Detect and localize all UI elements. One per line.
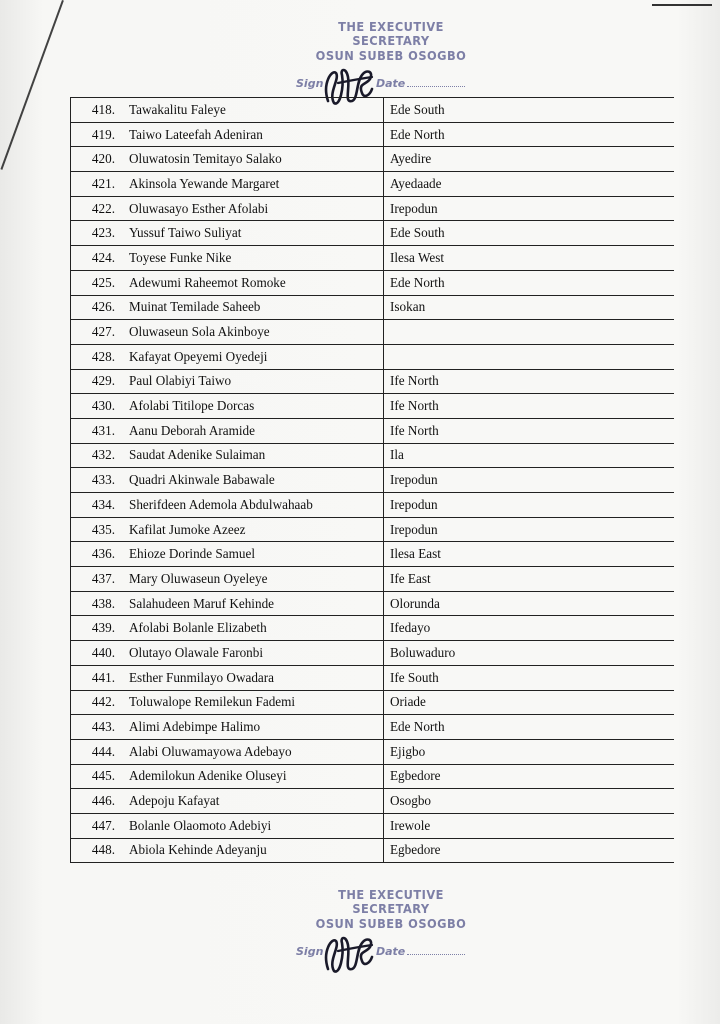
local-government: Ede North [384,122,675,147]
local-government: Ede South [384,98,675,123]
stamp-subtitle: OSUN SUBEB OSOGBO [315,917,467,931]
staff-name: Alabi Oluwamayowa Adebayo [121,739,384,764]
staff-name: Paul Olabiyi Taiwo [121,369,384,394]
local-government: Ife North [384,394,675,419]
staff-name: Adewumi Raheemot Romoke [121,270,384,295]
local-government: Irepodun [384,517,675,542]
local-government: Ede North [384,270,675,295]
table-row [71,369,675,394]
row-number: 442. [71,690,122,715]
local-government: Ayedire [384,147,675,172]
staff-name: Toluwalope Remilekun Fademi [121,690,384,715]
staff-name: Taiwo Lateefah Adeniran [121,122,384,147]
staff-name: Akinsola Yewande Margaret [121,172,384,197]
row-number: 429. [71,369,122,394]
local-government: Egbedore [384,838,675,863]
stamp-title: THE EXECUTIVE SECRETARY [338,20,444,48]
local-government: Ayedaade [384,172,675,197]
local-government: Ede North [384,715,675,740]
stamp-date-label: Date [376,945,406,958]
local-government: Egbedore [384,764,675,789]
local-government: Ife North [384,418,675,443]
local-government: Ifedayo [384,616,675,641]
table-row [71,591,675,616]
staff-name: Afolabi Titilope Dorcas [121,394,384,419]
table-row [71,567,675,592]
staff-name: Quadri Akinwale Babawale [121,468,384,493]
staff-name: Aanu Deborah Aramide [121,418,384,443]
row-number: 447. [71,813,122,838]
table-row [71,493,675,518]
table-row [71,196,675,221]
row-number: 420. [71,147,122,172]
table-row [71,320,675,345]
row-number: 438. [71,591,122,616]
table-row [71,690,675,715]
table-row [71,221,675,246]
local-government: Ilesa West [384,246,675,271]
row-number: 436. [71,542,122,567]
local-government: Ede South [384,221,675,246]
table-row [71,838,675,863]
row-number: 432. [71,443,122,468]
staff-name: Kafayat Opeyemi Oyedeji [121,344,384,369]
row-number: 446. [71,789,122,814]
staff-name: Bolanle Olaomoto Adebiyi [121,813,384,838]
staff-name: Adepoju Kafayat [121,789,384,814]
local-government: Ife East [384,567,675,592]
table-row [71,98,675,123]
table-row [71,270,675,295]
table-row [71,641,675,666]
stamp-title: THE EXECUTIVE SECRETARY [338,888,444,916]
local-government: Ife South [384,665,675,690]
table-row [71,344,675,369]
row-number: 441. [71,665,122,690]
local-government: Ilesa East [384,542,675,567]
row-number: 431. [71,418,122,443]
table-row [71,542,675,567]
staff-list-table [70,97,674,863]
local-government [384,344,675,369]
local-government: Ejigbo [384,739,675,764]
row-number: 433. [71,468,122,493]
row-number: 434. [71,493,122,518]
row-number: 443. [71,715,122,740]
row-number: 418. [71,98,122,123]
table-row [71,468,675,493]
staff-name: Toyese Funke Nike [121,246,384,271]
staff-name: Yussuf Taiwo Suliyat [121,221,384,246]
staff-name: Ehioze Dorinde Samuel [121,542,384,567]
official-stamp-bottom [296,888,486,961]
staff-name: Mary Oluwaseun Oyeleye [121,567,384,592]
row-number: 427. [71,320,122,345]
paper-edge-line [0,0,63,170]
stamp-date-field [376,945,465,958]
table-row [71,418,675,443]
staff-name: Esther Funmilayo Owadara [121,665,384,690]
table-row [71,122,675,147]
staff-name: Ademilokun Adenike Oluseyi [121,764,384,789]
row-number: 421. [71,172,122,197]
stamp-subtitle: OSUN SUBEB OSOGBO [315,49,467,63]
local-government: Olorunda [384,591,675,616]
local-government: Irepodun [384,468,675,493]
row-number: 426. [71,295,122,320]
row-number: 425. [71,270,122,295]
staff-name: Oluwasayo Esther Afolabi [121,196,384,221]
staff-name: Alimi Adebimpe Halimo [121,715,384,740]
local-government: Irepodun [384,493,675,518]
table-row [71,764,675,789]
staff-name: Tawakalitu Faleye [121,98,384,123]
local-government: Boluwaduro [384,641,675,666]
row-number: 439. [71,616,122,641]
row-number: 440. [71,641,122,666]
staff-name: Abiola Kehinde Adeyanju [121,838,384,863]
stamp-date-field [376,77,465,90]
local-government [384,320,675,345]
staff-name: Sherifdeen Ademola Abdulwahaab [121,493,384,518]
staff-name: Muinat Temilade Saheeb [121,295,384,320]
table-row [71,813,675,838]
table-row [71,616,675,641]
staff-name: Oluwaseun Sola Akinboye [121,320,384,345]
table-row [71,246,675,271]
row-number: 445. [71,764,122,789]
table-row [71,715,675,740]
row-number: 448. [71,838,122,863]
table-row [71,789,675,814]
row-number: 437. [71,567,122,592]
stamp-date-label: Date [376,77,406,90]
table-row [71,443,675,468]
staff-name: Oluwatosin Temitayo Salako [121,147,384,172]
staff-name: Saudat Adenike Sulaiman [121,443,384,468]
staff-name: Afolabi Bolanle Elizabeth [121,616,384,641]
row-number: 444. [71,739,122,764]
table-row [71,739,675,764]
local-government: Osogbo [384,789,675,814]
staff-name: Salahudeen Maruf Kehinde [121,591,384,616]
local-government: Ila [384,443,675,468]
table-row [71,295,675,320]
row-number: 422. [71,196,122,221]
table-row [71,172,675,197]
local-government: Isokan [384,295,675,320]
row-number: 423. [71,221,122,246]
table-row [71,147,675,172]
table-row [71,665,675,690]
local-government: Ife North [384,369,675,394]
local-government: Irepodun [384,196,675,221]
handwritten-signature [318,931,382,977]
local-government: Irewole [384,813,675,838]
local-government: Oriade [384,690,675,715]
row-number: 435. [71,517,122,542]
row-number: 428. [71,344,122,369]
staff-name: Olutayo Olawale Faronbi [121,641,384,666]
row-number: 424. [71,246,122,271]
row-number: 430. [71,394,122,419]
official-stamp-top [296,20,486,93]
table-row [71,517,675,542]
row-number: 419. [71,122,122,147]
staff-name: Kafilat Jumoke Azeez [121,517,384,542]
table-row [71,394,675,419]
stamp-sign-label: Sign [296,945,324,958]
paper-corner [630,0,720,12]
stamp-sign-label: Sign [296,77,324,90]
